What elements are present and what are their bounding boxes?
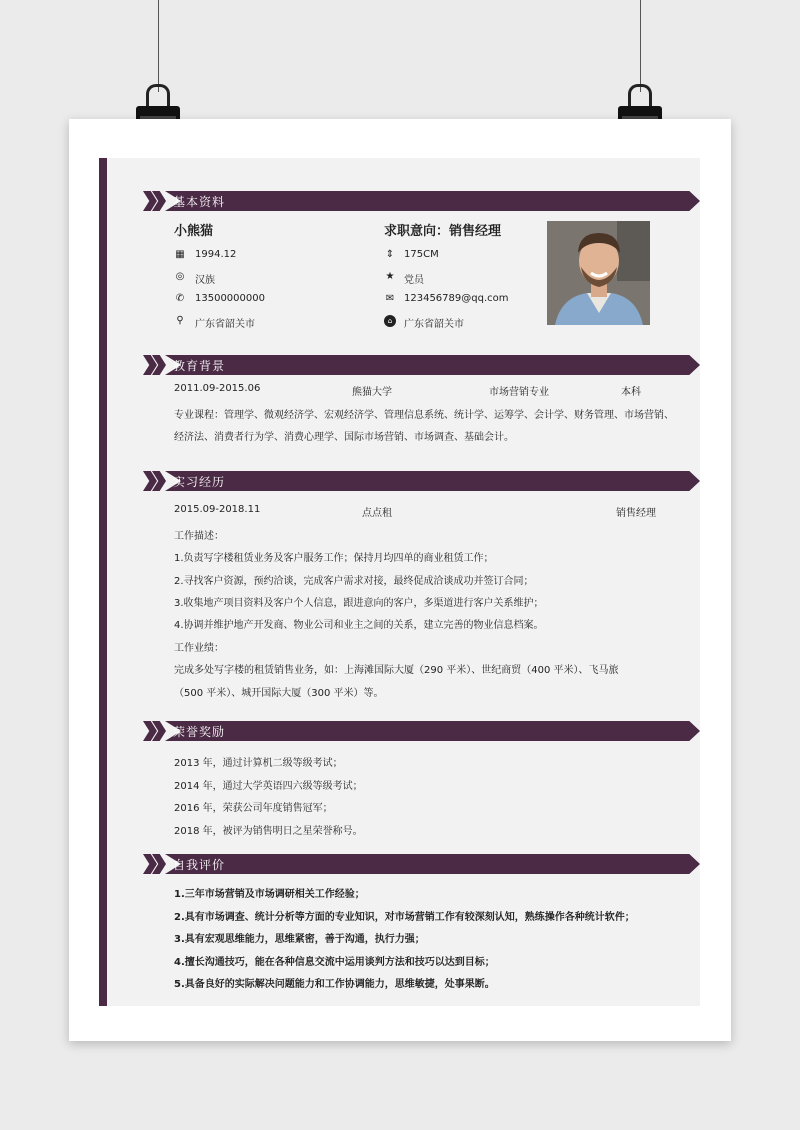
intern-result-line2: （500 平米）、城开国际大厦（300 平米）等。 xyxy=(174,688,384,699)
section-title: 基本资料 xyxy=(173,195,226,209)
honor-item: 2016 年，荣获公司年度销售冠军； xyxy=(174,803,333,814)
self-item: 5.具备良好的实际解决问题能力和工作协调能力，思维敏捷，处事果断。 xyxy=(174,979,495,990)
ethnicity: 汉族 xyxy=(195,275,215,286)
intern-result-line1: 完成多处写字楼的租赁销售业务，如：上海滩国际大厦（290 平米）、世纪商贸（400 平米）、飞马旅 xyxy=(174,665,619,676)
self-item: 2.具有市场调查、统计分析等方面的专业知识，对市场营销工作有较深刻认知，熟练操作各种统计软件； xyxy=(174,912,635,923)
self-item: 3.具有宏观思维能力，思维紧密，善于沟通，执行力强； xyxy=(174,934,425,945)
edu-courses-line1: 专业课程：管理学、微观经济学、宏观经济学、管理信息系统、统计学、运筹学、会计学、财务管理、市场营销、 xyxy=(174,410,674,421)
current-address: 广东省韶关市 xyxy=(404,319,464,330)
intern-result-title: 工作业绩： xyxy=(174,643,224,654)
hanging-wire-right xyxy=(640,0,641,92)
intern-desc-item: 2.寻找客户资源，预约洽谈，完成客户需求对接，最终促成洽谈成功并签订合同； xyxy=(174,576,534,587)
birth-date: 1994.12 xyxy=(195,249,237,260)
section-title: 自我评价 xyxy=(173,858,226,872)
home-address: 广东省韶关市 xyxy=(195,319,255,330)
section-title: 实习经历 xyxy=(173,475,226,489)
location-pin-icon: ⚲ xyxy=(176,315,184,326)
section-header-education xyxy=(143,355,700,375)
mail-icon: ✉ xyxy=(385,293,395,304)
left-accent-bar xyxy=(99,158,107,1006)
honor-item: 2014 年，通过大学英语四六级等级考试； xyxy=(174,781,363,792)
resume-paper xyxy=(69,119,731,1041)
intern-position: 销售经理 xyxy=(616,508,656,519)
calendar-icon: ▦ xyxy=(175,249,185,260)
intern-company: 点点租 xyxy=(362,508,392,519)
email: 123456789@qq.com xyxy=(404,293,509,304)
star-icon: ★ xyxy=(385,271,395,282)
height: 175CM xyxy=(404,249,439,260)
section-title: 荣誉奖励 xyxy=(173,725,226,739)
political-status: 党员 xyxy=(404,275,424,286)
section-title: 教育背景 xyxy=(173,359,226,373)
honor-item: 2018 年，被评为销售明日之星荣誉称号。 xyxy=(174,826,363,837)
home-icon: ⌂ xyxy=(384,315,396,327)
profile-photo xyxy=(547,221,650,325)
edu-period: 2011.09-2015.06 xyxy=(174,383,261,394)
self-item: 4.擅长沟通技巧，能在各种信息交流中运用谈判方法和技巧以达到目标； xyxy=(174,957,495,968)
phone-number: 13500000000 xyxy=(195,293,265,304)
intern-desc-title: 工作描述： xyxy=(174,531,224,542)
intern-desc-item: 3.收集地产项目资料及客户个人信息，跟进意向的客户，多渠道进行客户关系维护； xyxy=(174,598,544,609)
section-header-basic xyxy=(143,191,700,211)
section-header-honors xyxy=(143,721,700,741)
job-intent: 求职意向：销售经理 xyxy=(384,224,502,239)
height-icon: ⇕ xyxy=(385,249,395,260)
phone-icon: ✆ xyxy=(175,293,185,304)
candidate-name: 小熊猫 xyxy=(174,224,214,239)
intern-period: 2015.09-2018.11 xyxy=(174,504,261,515)
ethnicity-icon: ◎ xyxy=(175,271,185,282)
section-header-self xyxy=(143,854,700,874)
edu-school: 熊猫大学 xyxy=(352,387,392,398)
section-header-internship xyxy=(143,471,700,491)
edu-major: 市场营销专业 xyxy=(489,387,549,398)
intern-desc-item: 4.协调并维护地产开发商、物业公司和业主之间的关系，建立完善的物业信息档案。 xyxy=(174,620,544,631)
resume-body xyxy=(99,158,700,1006)
edu-degree: 本科 xyxy=(621,387,641,398)
edu-courses-line2: 经济法、消费者行为学、消费心理学、国际市场营销、市场调查、基础会计。 xyxy=(174,432,514,443)
hanging-wire-left xyxy=(158,0,159,92)
honor-item: 2013 年，通过计算机二级等级考试； xyxy=(174,758,343,769)
self-item: 1.三年市场营销及市场调研相关工作经验； xyxy=(174,889,365,900)
intern-desc-item: 1.负责写字楼租赁业务及客户服务工作；保持月均四单的商业租赁工作； xyxy=(174,553,494,564)
